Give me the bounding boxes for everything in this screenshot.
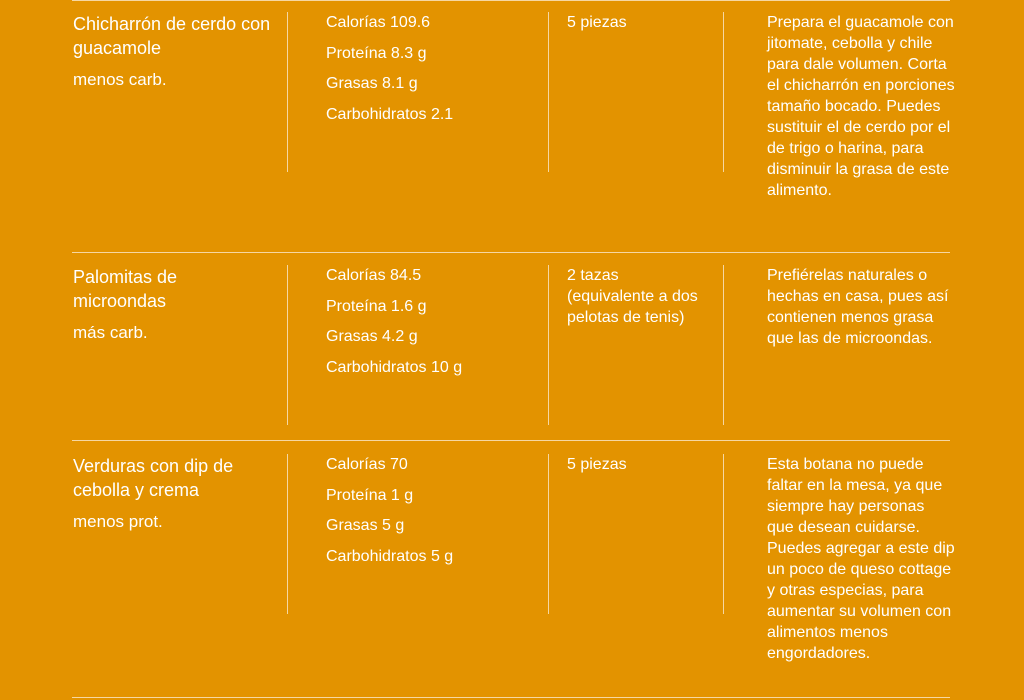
tip-cell: Prepara el guacamole con jitomate, cebolla y chile para dale volumen. Corta el chicharrón en porciones tamaño bocado. Puedes sustituir el de cerdo por el de trigo o harina, para disminuir la grasa de este alimento. (767, 14, 955, 199)
protein-value: Proteína 8.3 g (326, 44, 427, 62)
tip-cell: Esta botana no puede faltar en la mesa, ya que siempre hay personas que desean cuidarse. Puedes agregar a este dip un poco de queso cottage y otras especias, para aumentar su volumen con alimentos menos engordadores. (767, 456, 955, 662)
food-cell (73, 12, 273, 92)
column-divider (287, 12, 288, 172)
row-divider (72, 252, 950, 253)
column-divider (548, 12, 549, 172)
food-tag: menos prot. (73, 512, 163, 531)
column-divider (287, 454, 288, 614)
fat-value: Grasas 5 g (326, 517, 405, 534)
tip-cell: Prefiérelas naturales o hechas en casa, pues así contienen menos grasa que las de microondas. (767, 267, 949, 347)
food-cell (73, 265, 273, 345)
portion-cell: 5 piezas (567, 14, 627, 31)
row-divider-bottom (72, 697, 950, 698)
column-divider (723, 454, 724, 614)
portion-cell: 2 tazas (equivalente a dos pelotas de tenis) (567, 267, 698, 326)
fat-value: Grasas 4.2 g (326, 328, 418, 345)
column-divider (723, 265, 724, 425)
calories-value: Calorías 84.5 (326, 267, 422, 284)
carbs-value: Carbohidratos 10 g (326, 358, 463, 376)
column-divider (723, 12, 724, 172)
food-cell (73, 454, 273, 534)
food-tag: más carb. (73, 323, 148, 342)
nutrition-cell (326, 454, 536, 576)
row-divider-top (72, 0, 950, 1)
column-divider (548, 454, 549, 614)
protein-value: Proteína 1 g (326, 486, 414, 504)
nutrition-cell (326, 12, 536, 134)
fat-value: Grasas 8.1 g (326, 75, 418, 92)
nutrition-cell (326, 265, 536, 387)
carbs-value: Carbohidratos 2.1 (326, 105, 454, 123)
column-divider (287, 265, 288, 425)
food-name: Palomitas de microondas (73, 267, 178, 311)
food-name: Chicharrón de cerdo con guacamole (73, 14, 271, 58)
calories-value: Calorías 70 (326, 456, 408, 473)
calories-value: Calorías 109.6 (326, 14, 431, 31)
protein-value: Proteína 1.6 g (326, 297, 427, 315)
column-divider (548, 265, 549, 425)
food-tag: menos carb. (73, 70, 167, 89)
carbs-value: Carbohidratos 5 g (326, 547, 454, 565)
row-divider (72, 440, 950, 441)
food-name: Verduras con dip de cebolla y crema (73, 456, 234, 500)
portion-cell: 5 piezas (567, 456, 627, 473)
